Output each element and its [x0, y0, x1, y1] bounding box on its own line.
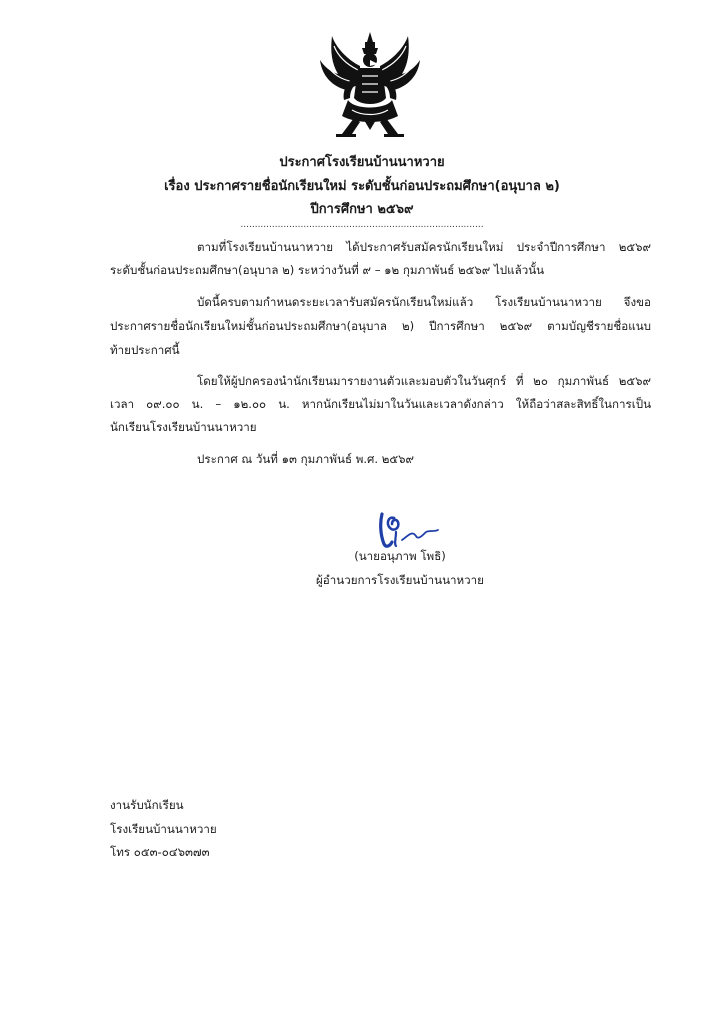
- garuda-emblem-icon: [318, 30, 422, 140]
- signature-icon: [372, 506, 442, 550]
- announcement-date: ประกาศ ณ วันที่ ๑๓ กุมภาพันธ์ พ.ศ. ๒๕๖๙: [197, 452, 415, 466]
- paragraph1-line2: ระดับชั้นก่อนประถมศึกษา(อนุบาล ๒) ระหว่างวันที่ ๙ – ๑๒ กุมภาพันธ์ ๒๕๖๙ ไปแล้วนั้น: [110, 263, 545, 277]
- paragraph3-line2: เวลา ๐๙.๐๐ น. – ๑๒.๐๐ น. หากนักเรียนไม่มาในวันและเวลาดังกล่าว ให้ถือว่าสละสิทธิ์ในการเป็น: [110, 397, 651, 411]
- contact-phone: โทร ๐๕๓-๐๔๖๓๗๓: [110, 845, 210, 859]
- paragraph2-line1: บัดนี้ครบตามกำหนดระยะเวลารับสมัครนักเรียนใหม่แล้ว โรงเรียนบ้านนาหวาย จึงขอ: [197, 295, 651, 309]
- separator-line: .....................................................................................: [240, 220, 484, 230]
- announcement-subject: เรื่อง ประกาศรายชื่อนักเรียนใหม่ ระดับชั้นก่อนประถมศึกษา(อนุบาล ๒): [164, 179, 560, 194]
- paragraph1-line1: ตามที่โรงเรียนบ้านนาหวาย ได้ประกาศรับสมัครนักเรียนใหม่ ประจำปีการศึกษา ๒๕๖๙: [197, 240, 651, 254]
- contact-school: โรงเรียนบ้านนาหวาย: [110, 822, 217, 836]
- signer-name: (นายอนุภาพ โพธิ): [354, 549, 446, 563]
- paragraph3-line1: โดยให้ผู้ปกครองนำนักเรียนมารายงานตัวและมอบตัวในวันศุกร์ ที่ ๒๐ กุมภาพันธ์ ๒๕๖๙: [197, 374, 651, 388]
- signer-position: ผู้อำนวยการโรงเรียนบ้านนาหวาย: [316, 573, 484, 587]
- paragraph2-line2: ประกาศรายชื่อนักเรียนใหม่ชั้นก่อนประถมศึกษา(อนุบาล ๒) ปีการศึกษา ๒๕๖๙ ตามบัญชีรายชื่อแนบ: [110, 319, 651, 333]
- announcement-title: ประกาศโรงเรียนบ้านนาหวาย: [279, 155, 445, 170]
- academic-year: ปีการศึกษา ๒๕๖๙: [310, 202, 414, 217]
- paragraph2-line3: ท้ายประกาศนี้: [110, 343, 180, 357]
- contact-department: งานรับนักเรียน: [110, 798, 184, 812]
- paragraph3-line3: นักเรียนโรงเรียนบ้านนาหวาย: [110, 420, 257, 434]
